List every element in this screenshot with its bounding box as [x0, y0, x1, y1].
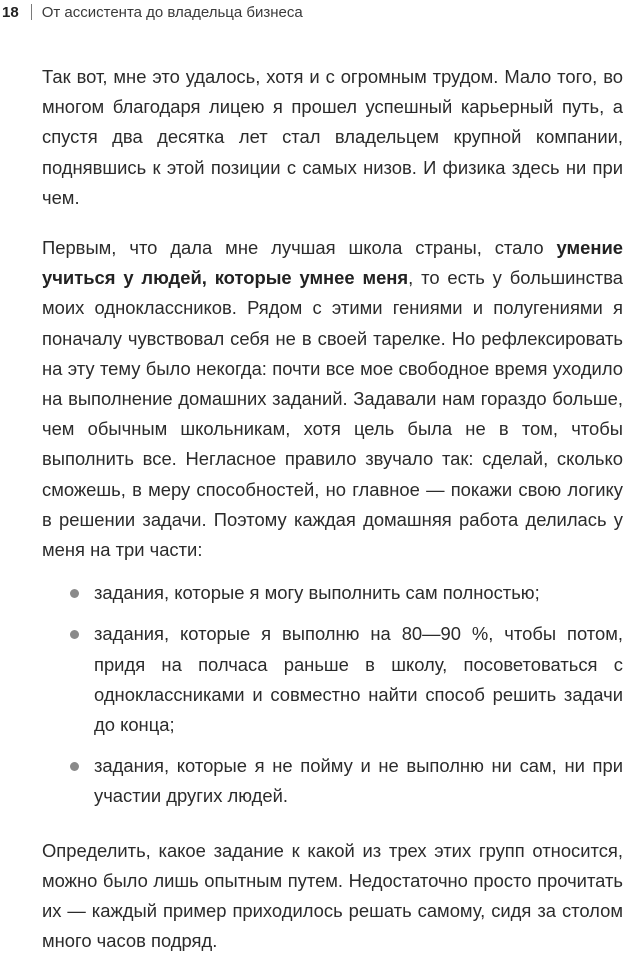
paragraph-2 [42, 233, 623, 565]
header-divider [31, 4, 32, 20]
running-title: От ассистента до владельца бизнеса [41, 3, 303, 21]
bullet-dot-icon [70, 589, 79, 598]
list-item [94, 751, 623, 811]
bullet-dot-icon [70, 762, 79, 771]
paragraph-2-emphasis: умение учиться у людей, которые умнее меня [42, 237, 623, 289]
bullet-dot-icon [70, 630, 79, 639]
list-item-text: задания, которые я выполню на 80—90 %, чтобы потом, придя на полчаса раньше в школу, посоветоваться с одноклассниками и совместно найти способ решить задачи до конца; [94, 623, 623, 736]
page-number: 18 [2, 3, 19, 21]
paragraph-2-lead: Первым, что дала мне лучшая школа страны, стало [42, 237, 557, 259]
bullet-list [42, 578, 623, 811]
list-item-text: задания, которые я могу выполнить сам полностью; [94, 582, 540, 604]
list-item-text: задания, которые я не пойму и не выполню ни сам, ни при участии других людей. [94, 755, 623, 807]
paragraph-2-rest: , то есть у большинства моих одноклассников. Рядом с этими гениями и полугениями я поначалу чувствовал себя не в своей тарелке. Но рефлексировать на эту тему было некогда: почти все мое свободное время уходило на выполнение домашних заданий. Задавали нам гораздо больше, чем обычным школьникам, хотя цель была не в том, чтобы выполнить все. Негласное правило звучало так: сделай, сколько сможешь, в меру способностей, но главное — покажи свою логику в решении задачи. Поэтому каждая домашняя работа делилась у меня на три части: [42, 267, 623, 561]
running-header [0, 0, 303, 24]
paragraph-1: Так вот, мне это удалось, хотя и с огромным трудом. Мало того, во многом благодаря лицею я прошел успешный карьерный путь, а спустя два десятка лет стал владельцем крупной компании, поднявшись к этой позиции с самых низов. И физика здесь ни при чем. [42, 66, 623, 208]
list-item [94, 578, 623, 608]
page-body [42, 62, 623, 956]
paragraph-3: Определить, какое задание к какой из трех этих групп относится, можно было лишь опытным путем. Недостаточно просто прочитать их — каждый пример приходилось решать самому, сидя за столом много часов подряд. [42, 839, 623, 952]
list-item [94, 619, 623, 740]
